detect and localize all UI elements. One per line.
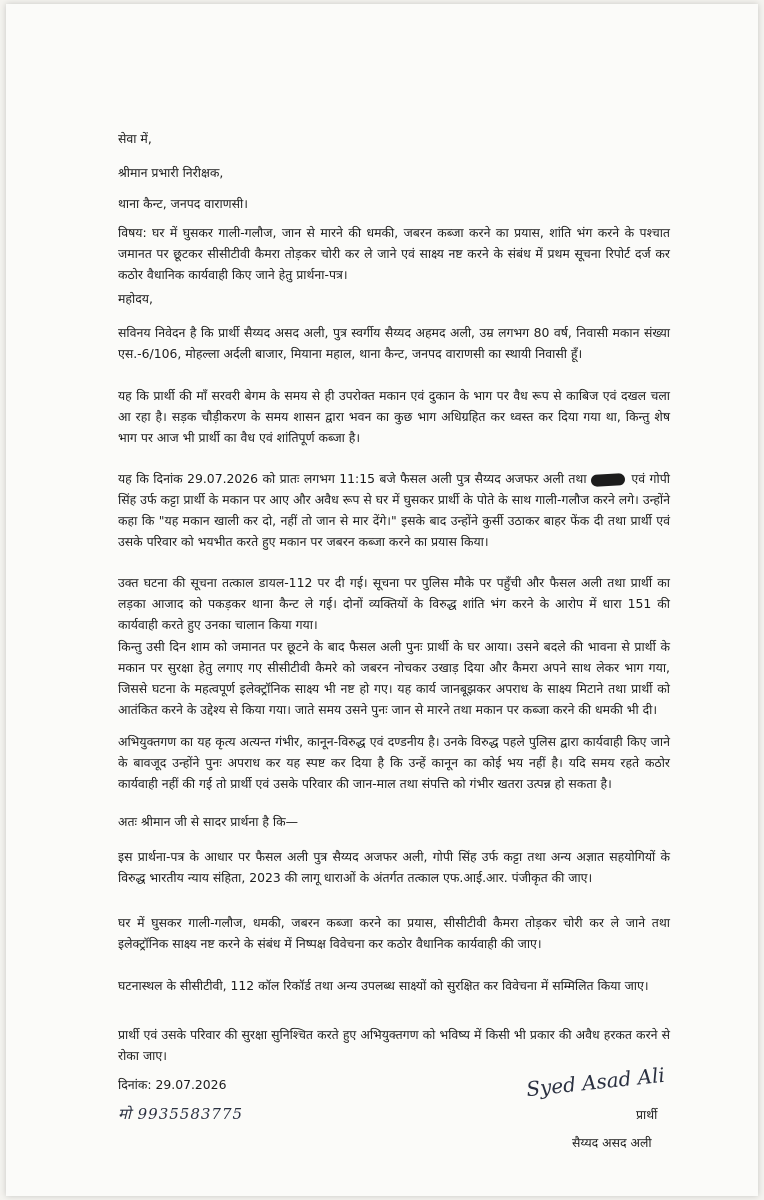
recipient-title: श्रीमान प्रभारी निरीक्षक,	[118, 165, 224, 180]
letter-date: दिनांक: 29.07.2026	[118, 1077, 227, 1092]
subject: विषय: घर में घुसकर गाली-गलौज, जान से मारने की धमकी, जबरन कब्जा करने का प्रयास, शांति भंग करने के पश्चात जमानत पर छूटकर सीसीटीवी कैमरा तोड़कर चोरी कर ले जाने एवं साक्ष्य नष्ट करने के संबंध में प्रथम सूचना रिपोर्ट दर्ज कर कठोर वैधानिक कार्यवाही किए जाने हेतु प्रार्थना-पत्र।	[118, 225, 670, 282]
request-evidence: घटनास्थल के सीसीटीवी, 112 कॉल रिकॉर्ड तथा अन्य उपलब्ध साक्ष्यों को सुरक्षित कर विवेचना में सम्मिलित किया जाए।	[118, 978, 649, 993]
paragraph-incident	[118, 468, 670, 552]
recipient-address: थाना कैन्ट, जनपद वाराणसी।	[118, 196, 248, 211]
prayer-intro: अतः श्रीमान जी से सादर प्रार्थना है कि—	[118, 814, 299, 829]
signer-name: सैय्यद असद अली	[572, 1135, 652, 1150]
paragraph-introduction: सविनय निवेदन है कि प्रार्थी सैय्यद असद अली, पुत्र स्वर्गीय सैय्यद अहमद अली, उम्र लगभग 80 वर्ष, निवासी मकान संख्या एस.-6/106, मोहल्ला अर्दली बाजार, मियाना महाल, थाना कैन्ट, जनपद वाराणसी का स्थायी निवासी हूँ।	[118, 325, 670, 361]
incident-text-a: यह कि दिनांक 29.07.2026 को प्रातः लगभग 11:15 बजे फैसल अली पुत्र सैय्यद अजफर अली तथा	[118, 471, 587, 486]
paragraph-cctv-theft: किन्तु उसी दिन शाम को जमानत पर छूटने के बाद फैसल अली पुनः प्रार्थी के घर आया। उसने बदले की भावना से प्रार्थी के मकान पर सुरक्षा हेतु लगाए गए सीसीटीवी कैमरे को जबरन नोचकर उखाड़ दिया और कैमरा अपने साथ लेकर भाग गया, जिससे घटना के महत्वपूर्ण इलेक्ट्रॉनिक साक्ष्य भी नष्ट हो गए। यह कार्य जानबूझकर अपराध के साक्ष्य मिटाने तथा प्रार्थी को आतंकित करने के उद्देश्य से किया गया। जाते समय उसने पुनः जान से मारने तथा मकान पर कब्जा करने की धमकी भी दी।	[118, 639, 670, 717]
signer-label: प्रार्थी	[636, 1107, 658, 1122]
signature: Syed Asad Ali	[525, 1062, 666, 1102]
redaction-mark	[591, 473, 626, 487]
request-protection: प्रार्थी एवं उसके परिवार की सुरक्षा सुनिश्चित करते हुए अभियुक्तगण को भविष्य में किसी भी प्रकार की अवैध हरकत करने से रोका जाए।	[118, 1027, 670, 1063]
salutation-to: सेवा में,	[118, 131, 152, 146]
paragraph-police-action: उक्त घटना की सूचना तत्काल डायल-112 पर दी गई। सूचना पर पुलिस मौके पर पहुँची और फैसल अली तथा प्रार्थी का लड़का आजाद को पकड़कर थाना कैन्ट ले गई। दोनों व्यक्तियों के विरुद्ध शांति भंग करने के आरोप में धारा 151 की कार्यवाही करते हुए उनका चालान किया गया।	[118, 575, 670, 632]
request-fir: इस प्रार्थना-पत्र के आधार पर फैसल अली पुत्र सैय्यद अजफर अली, गोपी सिंह उर्फ कट्टा तथा अन्य अज्ञात सहयोगियों के विरुद्ध भारतीय न्याय संहिता, 2023 की लागू धाराओं के अंतर्गत तत्काल एफ.आई.आर. पंजीकृत की जाए।	[118, 849, 670, 885]
handwritten-phone: मो 9935583775	[118, 1105, 244, 1123]
incident-text-b: एवं गोपी सिंह उर्फ कट्टा प्रार्थी के मकान पर आए और अवैध रूप से घर में घुसकर प्रार्थी के पोते के साथ गाली-गलौज करने लगे। उन्होंने कहा कि "यह मकान खाली कर दो, नहीं तो जान से मार देंगे।" इसके बाद उन्होंने कुर्सी उठाकर बाहर फेंक दी तथा प्रार्थी एवं उसके परिवार को भयभीत करते हुए मकान पर जबरन कब्जा करने का प्रयास किया।	[118, 471, 670, 549]
paragraph-possession: यह कि प्रार्थी की माँ सरवरी बेगम के समय से ही उपरोक्त मकान एवं दुकान के भाग पर वैध रूप से काबिज एवं दखल चला आ रहा है। सड़क चौड़ीकरण के समय शासन द्वारा भवन का कुछ भाग अधिग्रहित कर ध्वस्त कर दिया गया था, किन्तु शेष भाग पर आज भी प्रार्थी का वैध एवं शांतिपूर्ण कब्जा है।	[118, 388, 670, 445]
letter-page	[6, 4, 758, 1196]
greeting: महोदय,	[118, 291, 153, 306]
paragraph-seriousness: अभियुक्तगण का यह कृत्य अत्यन्त गंभीर, कानून-विरुद्ध एवं दण्डनीय है। उनके विरुद्ध पहले पुलिस द्वारा कार्यवाही किए जाने के बावजूद उन्होंने पुनः अपराध कर यह स्पष्ट कर दिया है कि उन्हें कानून का कोई भय नहीं है। यदि समय रहते कठोर कार्यवाही नहीं की गई तो प्रार्थी एवं उसके परिवार की जान-माल तथा संपत्ति को गंभीर खतरा उत्पन्न हो सकता है।	[118, 734, 670, 791]
request-investigation: घर में घुसकर गाली-गलौज, धमकी, जबरन कब्जा करने का प्रयास, सीसीटीवी कैमरा तोड़कर चोरी कर ले जाने तथा इलेक्ट्रॉनिक साक्ष्य नष्ट करने के संबंध में निष्पक्ष विवेचना कर कठोर वैधानिक कार्यवाही की जाए।	[118, 915, 670, 951]
